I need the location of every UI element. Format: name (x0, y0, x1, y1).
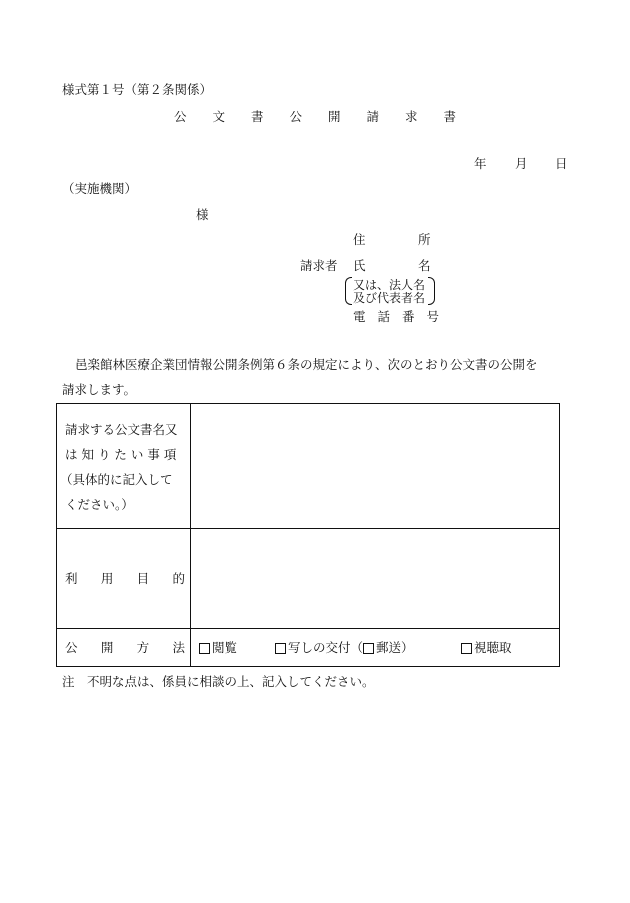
option-view-label: 閲覧 (212, 640, 238, 655)
title-char: 書 (250, 109, 264, 124)
date-year-field[interactable]: 年 (474, 156, 487, 171)
title-char: 開 (328, 109, 341, 124)
date-day-field[interactable]: 日 (555, 156, 568, 171)
agency-label: （実施機関） (62, 181, 138, 196)
request-table (56, 403, 560, 667)
honorific-label: 様 (196, 207, 209, 222)
name-label-part2: 名 (418, 258, 431, 273)
document-name-label-line4: ください。） (65, 497, 134, 512)
document-name-label-line3: （具体的に記入して (60, 472, 173, 487)
option-copy[interactable] (275, 642, 414, 655)
table-row-divider (57, 528, 559, 529)
corporate-name-bracket (345, 277, 435, 305)
purpose-label (65, 573, 185, 586)
checkbox-view[interactable] (199, 643, 210, 654)
table-column-divider (190, 404, 191, 666)
phone-char: 電 (353, 309, 366, 324)
purpose-char: 用 (100, 571, 114, 586)
phone-char: 番 (402, 309, 415, 324)
title-char: 求 (405, 109, 418, 124)
method-char: 開 (100, 640, 114, 655)
body-text-line1: 邑楽館林医療企業団情報公開条例第６条の規定により、次のとおり公文書の公開を (75, 357, 538, 372)
purpose-char: 利 (65, 571, 78, 586)
checkbox-mail[interactable] (363, 643, 374, 654)
title-char: 公 (173, 109, 187, 124)
method-char: 公 (65, 640, 78, 655)
title-char: 請 (366, 109, 380, 124)
date-month-field[interactable]: 月 (515, 156, 528, 171)
name-label-part1: 氏 (353, 258, 366, 273)
option-listen-label: 視聴取 (474, 640, 512, 655)
phone-label (353, 311, 451, 324)
table-row-divider (57, 628, 559, 629)
option-listen[interactable] (461, 642, 512, 655)
phone-char: 号 (426, 309, 440, 324)
address-label-part2: 所 (418, 232, 431, 247)
purpose-char: 目 (136, 571, 150, 586)
title-char: 公 (289, 109, 302, 124)
checkbox-copy[interactable] (275, 643, 286, 654)
right-bracket (428, 277, 435, 305)
address-label-part1: 住 (353, 232, 366, 247)
title-char: 文 (212, 109, 225, 124)
method-char: 法 (172, 640, 185, 655)
corporate-name-line1: 又は、法人名 (353, 278, 426, 292)
checkbox-listen[interactable] (461, 643, 472, 654)
method-char: 方 (136, 640, 150, 655)
requester-label: 請求者 (300, 258, 338, 273)
document-name-label-line1: 請求する公文書名又 (65, 422, 178, 437)
body-text-line2: 請求します。 (62, 382, 137, 397)
document-title (0, 111, 630, 124)
phone-char: 話 (377, 309, 391, 324)
form-number-label: 様式第１号（第２条関係） (62, 82, 213, 97)
disclosure-method-label (65, 642, 185, 655)
corporate-name-line2: 及び代表者名 (353, 291, 426, 305)
purpose-char: 的 (172, 571, 185, 586)
option-copy-label: 写しの交付（ (288, 640, 364, 655)
option-mail-label: 郵送） (376, 640, 414, 655)
document-name-label-line2: は 知 り た い 事 項 (65, 447, 177, 462)
footnote: 注 不明な点は、係員に相談の上、記入してください。 (62, 674, 375, 689)
title-char: 書 (443, 109, 457, 124)
left-bracket (345, 277, 352, 305)
option-view[interactable] (199, 642, 237, 655)
